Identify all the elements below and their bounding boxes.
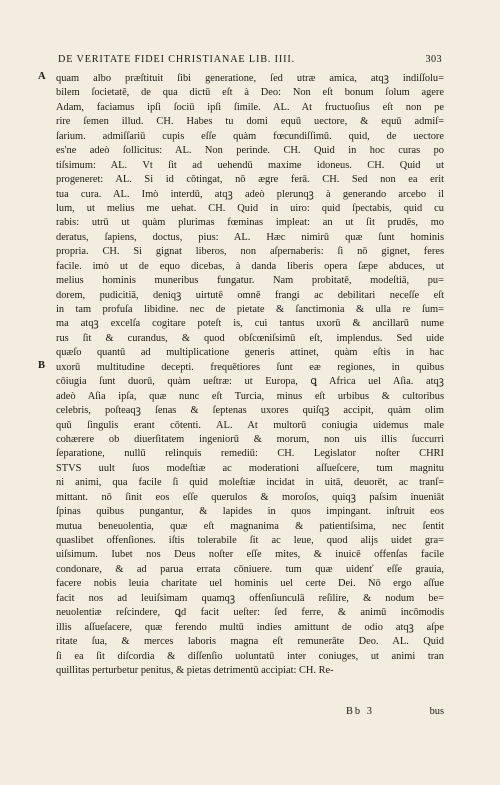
text-line: bilem ſocietatē, de qua dictū eſt à Deo: Non eſt bonum ſolum agere bbox=[56, 87, 444, 99]
text-line: es'ne adeò ſollicitus: AL. Non perinde. CH. Quid in hoc curas po bbox=[56, 145, 444, 157]
running-header bbox=[58, 54, 442, 68]
text-line: progeneret: AL. Si id cōtingat, nō ægre ferā. CH. Sed non ea erit bbox=[56, 174, 444, 186]
text-line: melius hominis muneribus fungatur. Nam probitatē, modeſtiā, pu= bbox=[56, 275, 444, 287]
text-line: ritate ſua, & merces laboris magna eſt remunerāte Deo. AL. Quid bbox=[56, 636, 444, 648]
text-line: quillitas perturbetur penitus, & pietas detrimentū accipiat: CH. Re- bbox=[56, 664, 334, 676]
text-line: ſpinas quibus pungantur, & lapides in quos impingant. inſtruit eos bbox=[56, 506, 444, 518]
running-title: DE VERITATE FIDEI CHRISTIANAE LIB. IIII. bbox=[58, 54, 295, 65]
text-line: cohærere ob diuerſitatem ingeniorū & morum, non uis illis ſuccurri bbox=[56, 433, 444, 445]
text-line: cōiugia ſunt duorū, quàm ueſtræ: ut Europa, ꝗ Africa uel Aſia. atqꝫ bbox=[56, 376, 444, 388]
text-line: mittant. nō ſinit eos eſſe querulos & moroſos, quiqꝫ paſsim inueniāt bbox=[56, 491, 444, 503]
text-line: propria. CH. Si gignat liberos, non aſpernaberis: ſi nō gignet, feres bbox=[56, 246, 444, 258]
text-line: condonare, & ad parua errata cōniuere. tum quæ uidenť eſſe grauia, bbox=[56, 563, 444, 575]
margin-letter-a: A bbox=[38, 71, 46, 82]
folio-number: 303 bbox=[425, 54, 442, 65]
text-line: quaslibet offenſiones. iſtis tolerabile ſit ac leue, quod alijs uidet gra= bbox=[56, 535, 444, 546]
text-line: lum, ut melius me uehat. CH. Quid in uiro: quid ſpectabis, quid cu bbox=[56, 202, 444, 214]
text-line: rus ſit & curandus, & quod obſcœniſsimū eſt, implendus. Sed uide bbox=[56, 332, 444, 344]
text-line: facit nos ad leuiſsimam quamqꝫ offenſiunculā reſilire, & nodum be= bbox=[56, 592, 444, 604]
body-text bbox=[56, 72, 444, 678]
text-line: neuolentiæ reſcindere, ꝗd facit ueſter: ſed ferre, & animū incōmodis bbox=[56, 607, 444, 619]
text-line: quæſo quantū ad multiplicatione generis attinet, quàm eſtis in hac bbox=[56, 347, 444, 359]
text-line: mutua beneuolentia, quæ eſt magnanima & patientiſsima, nec ſentit bbox=[56, 520, 444, 532]
text-line: STVS uult ſuos modeſtiæ ac moderationi aſſueſcere, tum magnitu bbox=[56, 462, 444, 474]
text-line: quam albo præſtituit ſibi generatione, ſed utræ amica, atqꝫ indiſſolu= bbox=[56, 73, 444, 84]
text-line: tiſsimum: AL. Vt ſit ad uehendū maxime idoneus. CH. Quid ut bbox=[56, 159, 444, 171]
text-line: ma atqꝫ excelſa cogitare poteſt is, cui tantus uxorū & ancillarū nume bbox=[56, 318, 444, 330]
text-line: ſarium. admiſſariū cupis eſſe quàm fœcundiſſimū. quid, de uectore bbox=[56, 130, 444, 142]
text-line: ſi ea ſit diſcordia & diſſenſio uoluntatū inter coniuges, ut animi tran bbox=[56, 650, 444, 662]
text-line: Adam, faciamus ipſi ſociū ipſi ſimile. AL. At fructuoſius eſt non pe bbox=[56, 101, 444, 113]
text-line: ſeparatione, nullū relinquis remediū: CH. Legislator noſter CHRI bbox=[56, 448, 444, 460]
text-line: facere nobis leuia charitate uel hominis uel certe Dei. Nō ergo aſſue bbox=[56, 578, 444, 590]
text-line: adeò Aſia ipſa, quæ nunc eſt Turcia, minus eſt urbibus & cultoribus bbox=[56, 390, 444, 402]
signature-mark: Bb 3 bbox=[346, 706, 374, 717]
text-line: rabis: utrū ut quàm plurimas fœminas impleat: an ut ſit prudēs, mo bbox=[56, 217, 444, 229]
text-line: deratus, ſapiens, doctus, pius: AL. Hæc nimirū quæ ſunt hominis bbox=[56, 231, 444, 243]
catchline bbox=[56, 706, 444, 720]
catchword: bus bbox=[429, 706, 444, 717]
text-line: facile. imò ut de equo dicebas, à danda liberis opera ſæpe abduces, ut bbox=[56, 260, 444, 272]
text-line: uxorū multitudine decepti. frequētiores ſunt eæ regiones, in quibus bbox=[56, 361, 444, 373]
text-line: dorem, pudicitiā, deniqꝫ uirtutē omnē frangi ac debilitari neceſſe eſt bbox=[56, 289, 444, 301]
text-line: in tam profuſa libidine. nec de pietate & ſanctimonia & ulla re ſum= bbox=[56, 304, 444, 315]
text-line: rire ſemen illud. CH. Habes tu domi equū uectore, & equū admiſ= bbox=[56, 116, 444, 128]
text-line: uiſsimum. Iubet nos Deus noſter eſſe mites, & inuicē offenſas facile bbox=[56, 549, 444, 561]
text-line: tua cura. AL. Imò interdū, atqꝫ adeò plerunqꝫ à generando arcebo il bbox=[56, 188, 444, 200]
margin-letter-b: B bbox=[38, 360, 46, 371]
text-line: celebris, poſteaqꝫ ſenas & ſeptenas uxores quiſqꝫ accipit, quàm olim bbox=[56, 405, 444, 417]
text-line: illis aſſueſacere, quæ ferendo multū indies amittunt de odio atqꝫ aſpe bbox=[56, 621, 444, 633]
text-line: ni animi, qua facile ſi quid moleſtiæ incidat in uitā, deuorēt, ac tranſ= bbox=[56, 477, 444, 489]
text-line: quū ſingulis erant cōtenti. AL. At multorū coniugia uidemus male bbox=[56, 419, 444, 431]
